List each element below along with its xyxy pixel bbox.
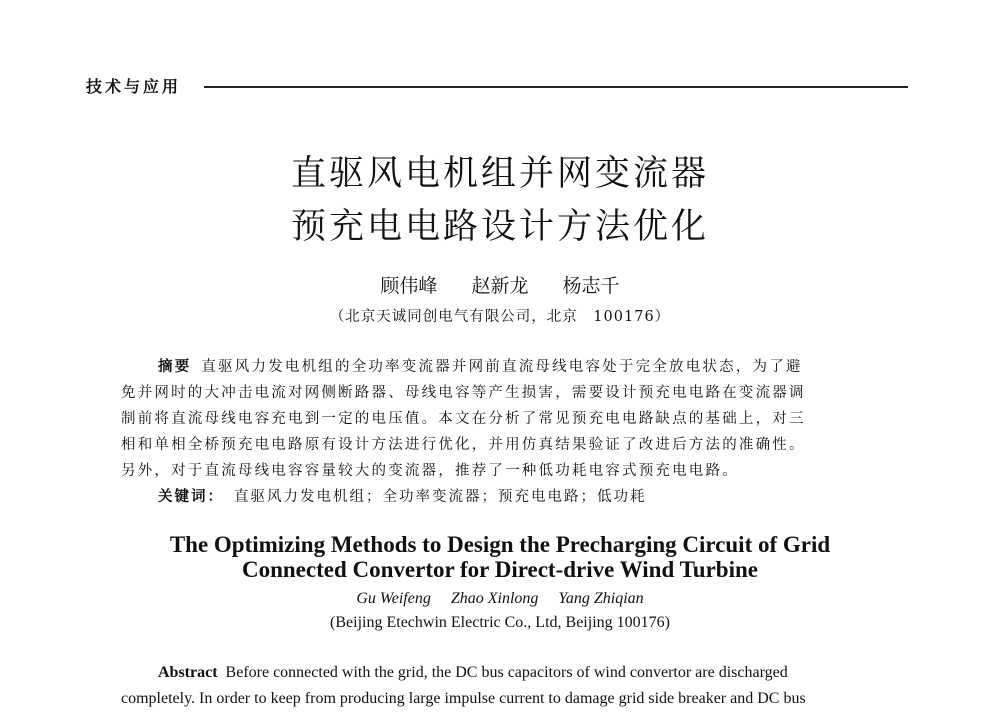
chinese-abstract-line: 相和单相全桥预充电电路原有设计方法进行优化，并用仿真结果验证了改进后方法的准确性。 — [121, 437, 806, 453]
english-abstract-line: completely. In order to keep from producing large impulse current to damage grid side breaker and DC bus — [121, 690, 806, 707]
chinese-title-line-1: 直驱风电机组并网变流器 — [290, 154, 709, 194]
chinese-keywords — [158, 484, 647, 510]
chinese-authors — [0, 271, 1000, 298]
chinese-abstract-line: 制前将直流母线电容充电到一定的电压值。本文在分析了常见预充电电路缺点的基础上，对三 — [121, 411, 806, 427]
abstract-text: Before connected with the grid, the DC bus capacitors of wind convertor are discharged — [225, 664, 788, 681]
chinese-affiliation: （北京天诚同创电气有限公司，北京 100176） — [329, 309, 671, 325]
chinese-title-line-2: 预充电电路设计方法优化 — [290, 207, 709, 247]
header-rule — [204, 86, 908, 88]
author-name: Gu Weifeng — [356, 590, 431, 607]
english-title-line-2: Connected Convertor for Direct-drive Wind Turbine — [241, 557, 758, 582]
author-name: 杨志千 — [562, 275, 620, 297]
english-abstract-line — [158, 660, 918, 686]
abstract-text: 直驱风力发电机组的全功率变流器并网前直流母线电容处于完全放电状态，为了避 — [201, 359, 803, 375]
english-title-line-1: The Optimizing Methods to Design the Precharging Circuit of Grid — [169, 532, 831, 557]
chinese-abstract-line — [158, 354, 878, 380]
author-name: Yang Zhiqian — [558, 590, 644, 607]
author-name: 赵新龙 — [471, 275, 529, 297]
section-label: 技术与应用 — [86, 77, 182, 96]
section-header — [86, 74, 908, 98]
abstract-label: Abstract — [158, 664, 218, 681]
author-name: Zhao Xinlong — [450, 590, 539, 607]
abstract-label: 摘要 — [158, 359, 192, 375]
chinese-abstract-line: 免并网时的大冲击电流对网侧断路器、母线电容等产生损害，需要设计预充电电路在变流器调 — [121, 385, 806, 401]
keywords-label: 关键词： — [158, 489, 224, 505]
author-name: 顾伟峰 — [380, 275, 438, 297]
english-authors — [0, 590, 1000, 608]
chinese-abstract-line: 另外，对于直流母线电容容量较大的变流器，推荐了一种低功耗电容式预充电电路。 — [121, 463, 739, 479]
keywords-text: 直驱风力发电机组；全功率变流器；预充电电路；低功耗 — [234, 489, 647, 505]
english-affiliation: (Beijing Etechwin Electric Co., Ltd, Beijing 100176) — [330, 614, 670, 631]
